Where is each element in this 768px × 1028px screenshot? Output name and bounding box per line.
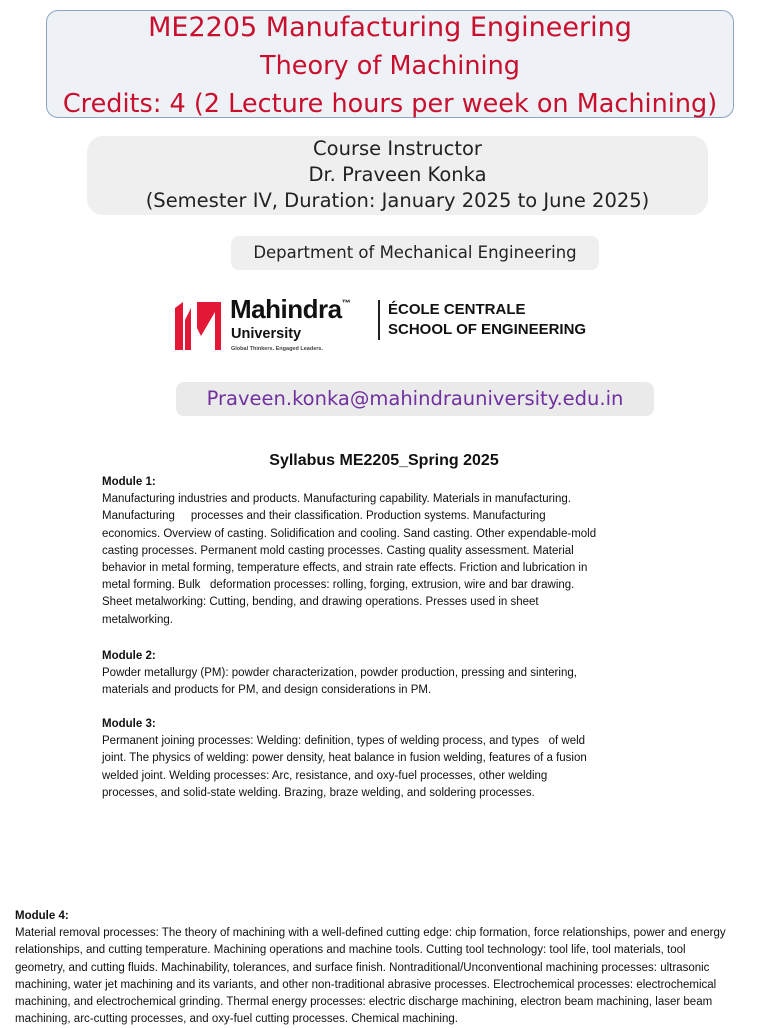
module-3 (102, 716, 622, 802)
module-2 (102, 648, 622, 700)
module-text: Powder metallurgy (PM): powder characterization, powder production, pressing and sintering, materials and products for PM, and design considerations in PM. (102, 667, 577, 697)
university-tagline: Global Thinkers. Engaged Leaders. (231, 346, 323, 352)
course-title: ME2205 Manufacturing Engineering (148, 12, 632, 43)
instructor-role: Course Instructor (313, 137, 482, 160)
course-credits: Credits: 4 (2 Lecture hours per week on Machining) (62, 89, 718, 119)
semester-duration: (Semester IV, Duration: January 2025 to June 2025) (145, 189, 650, 212)
module-text: Manufacturing industries and products. Manufacturing capability. Materials in manufacturing. Manufacturing processes and their classification. Production systems. Manufacturing economics. Overview of casting. Solidification and cooling. Sand casting. Other expendable-mold casting processes. Permanent mold casting processes. Casting quality assessment. Material behavior in metal forming, temperature effects, and strain rate effects. Friction and lubrication in metal forming. Bulk deformation processes: rolling, forging, extrusion, wire and bar drawing. Sheet metalworking: Cutting, bending, and drawing operations. Presses used in sheet metalworking. (102, 493, 597, 626)
instructor-email[interactable]: Praveen.konka@mahindrauniversity.edu.in (176, 382, 654, 416)
instructor-name: Dr. Praveen Konka (308, 163, 487, 186)
module-text: Material removal processes: The theory of machining with a well-defined cutting edge: chip formation, force relationships, power and energy relationships, and cutting temperature. Machining operations and machine tools. Cutting tool technology: tool life, tool materials, tool geometry, and cutting fluids. Machinability, tolerances, and surface finish. Nontraditional/Unconventional machining processes: ultrasonic machining, water jet machining and its variants, and other non-traditional abrasive processes. Electrochemical processes: electrochemical machining, and electrochemical grinding. Thermal energy processes: electric discharge machining, electron beam machining, laser beam machining, arc-cutting processes, and oxy-fuel cutting processes. Chemical machining. (15, 927, 726, 1026)
course-subtitle: Theory of Machining (260, 51, 520, 81)
school-name-line1: ÉCOLE CENTRALE (388, 301, 526, 318)
module-heading: Module 1: (102, 476, 156, 488)
module-4 (15, 908, 755, 1028)
syllabus-title: Syllabus ME2205_Spring 2025 (269, 452, 499, 469)
module-heading: Module 3: (102, 718, 156, 730)
module-heading: Module 2: (102, 650, 156, 662)
module-heading: Module 4: (15, 910, 69, 922)
school-name-line2: SCHOOL OF ENGINEERING (388, 321, 587, 338)
instructor-box (87, 136, 708, 215)
department-label: Department of Mechanical Engineering (231, 236, 599, 270)
logo-divider (378, 300, 380, 340)
mahindra-mark-icon (175, 300, 223, 354)
course-title-box (46, 10, 734, 118)
university-name: Mahindra™ (230, 294, 351, 324)
university-logo (175, 296, 625, 358)
module-1 (102, 474, 622, 629)
university-sub: University (231, 326, 302, 342)
module-text: Permanent joining processes: Welding: definition, types of welding process, and types of weld joint. The physics of welding: power density, heat balance in fusion welding, features of a fusion welded joint. Welding processes: Arc, resistance, and oxy-fuel processes, other welding processes, and solid-state welding. Brazing, braze welding, and soldering processes. (102, 735, 587, 799)
